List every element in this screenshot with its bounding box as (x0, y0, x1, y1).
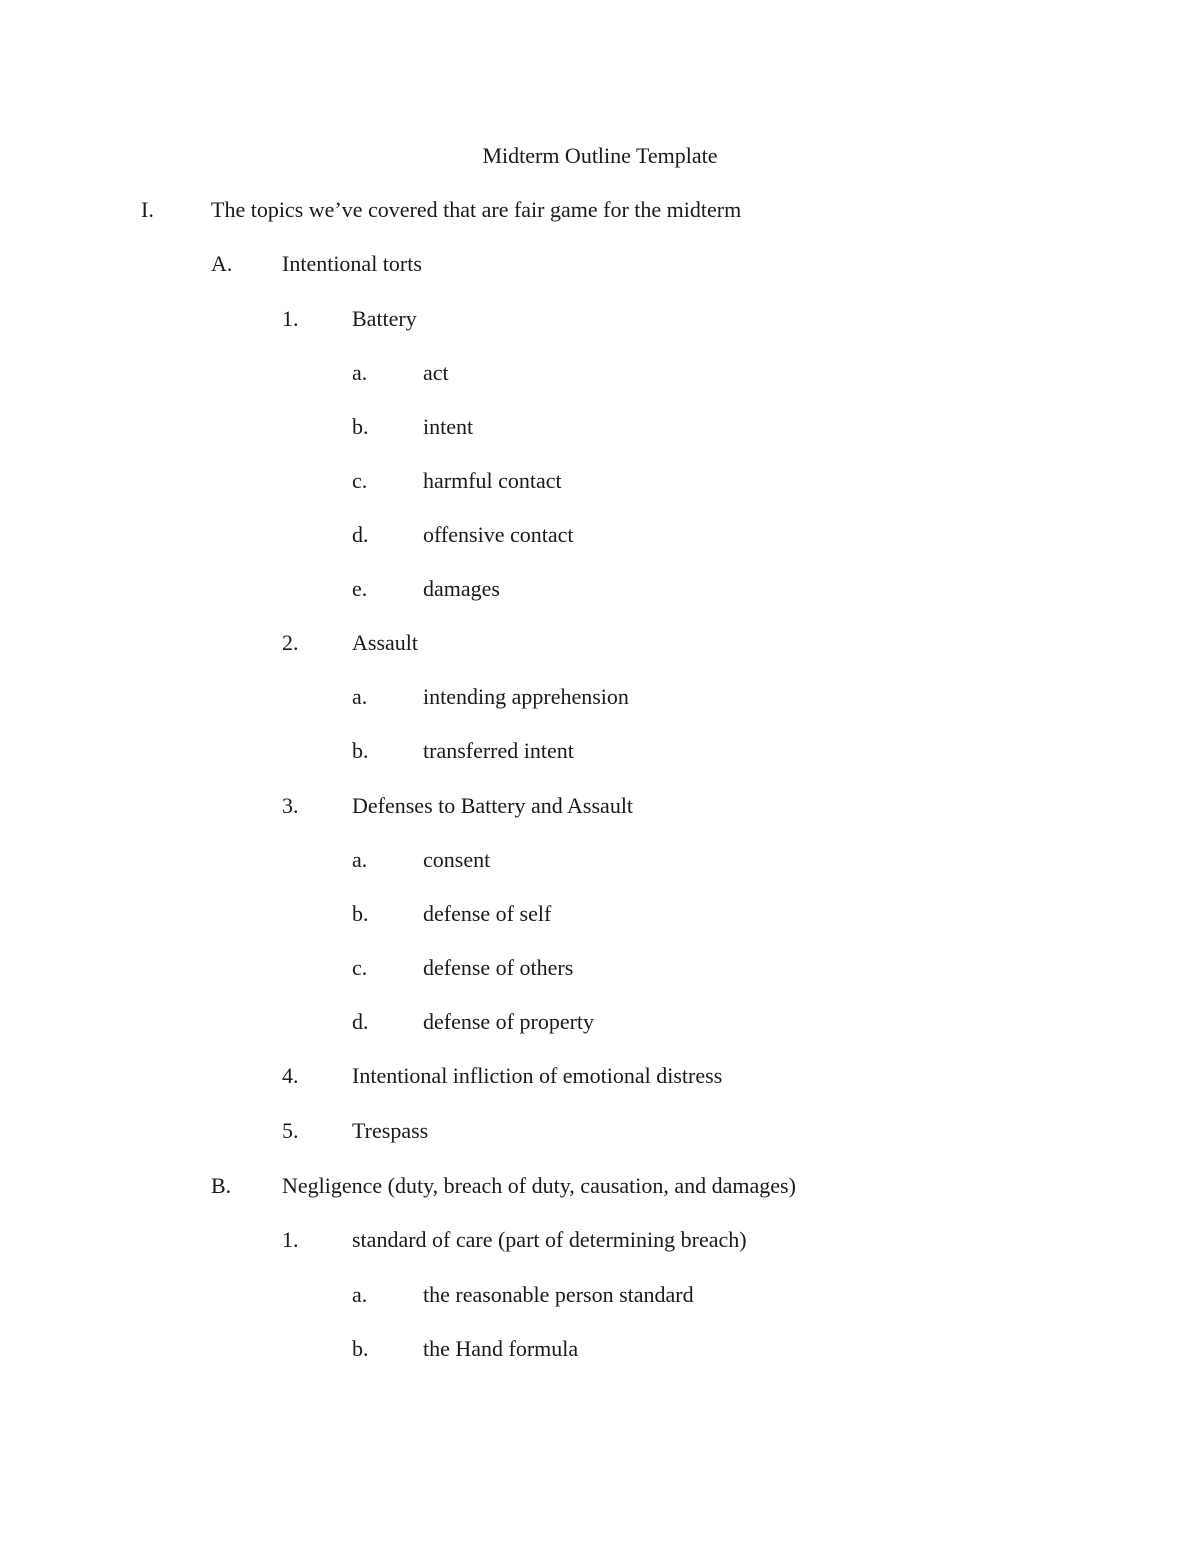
outline-text: the Hand formula (423, 1336, 579, 1361)
outline-marker: b. (352, 901, 369, 926)
outline-marker: A. (211, 251, 233, 276)
outline-marker: 5. (282, 1118, 299, 1143)
outline-marker: 1. (282, 1227, 299, 1252)
outline-text: damages (423, 576, 500, 601)
outline-marker: c. (352, 955, 368, 980)
outline-marker: B. (211, 1173, 232, 1198)
outline-text: standard of care (part of determining breach) (352, 1227, 747, 1252)
outline-text: intending apprehension (423, 684, 629, 709)
outline-text: Battery (352, 306, 417, 331)
outline-marker: c. (352, 468, 368, 493)
outline-text: Trespass (352, 1118, 429, 1143)
outline-marker: a. (352, 360, 368, 385)
outline-text: defense of property (423, 1009, 595, 1034)
outline-marker: 2. (282, 630, 299, 655)
document-title: Midterm Outline Template (482, 143, 718, 168)
outline-text: transferred intent (423, 738, 574, 763)
outline-marker: 1. (282, 306, 299, 331)
outline-marker: d. (352, 1009, 369, 1034)
outline-text: defense of self (423, 901, 552, 926)
outline-text: defense of others (423, 955, 574, 980)
outline-text: act (423, 360, 449, 385)
outline-text: offensive contact (423, 522, 574, 547)
outline-text: intent (423, 414, 474, 439)
outline-marker: d. (352, 522, 369, 547)
outline-text: The topics we’ve covered that are fair game for the midterm (211, 197, 742, 222)
outline-text: Defenses to Battery and Assault (352, 793, 634, 818)
outline-text: consent (423, 847, 491, 872)
outline-marker: b. (352, 738, 369, 763)
outline-marker: b. (352, 414, 369, 439)
outline-text: the reasonable person standard (423, 1282, 694, 1307)
outline-marker: a. (352, 1282, 368, 1307)
outline-marker: e. (352, 576, 368, 601)
outline-marker: a. (352, 847, 368, 872)
outline-text: Intentional torts (282, 251, 422, 276)
outline-marker: a. (352, 684, 368, 709)
outline-text: harmful contact (423, 468, 562, 493)
outline-text: Negligence (duty, breach of duty, causation, and damages) (282, 1173, 796, 1198)
outline-marker: I. (141, 197, 154, 222)
outline-text: Assault (352, 630, 418, 655)
outline-marker: 3. (282, 793, 299, 818)
outline-marker: b. (352, 1336, 369, 1361)
outline-marker: 4. (282, 1063, 299, 1088)
outline-text: Intentional infliction of emotional distress (352, 1063, 723, 1088)
